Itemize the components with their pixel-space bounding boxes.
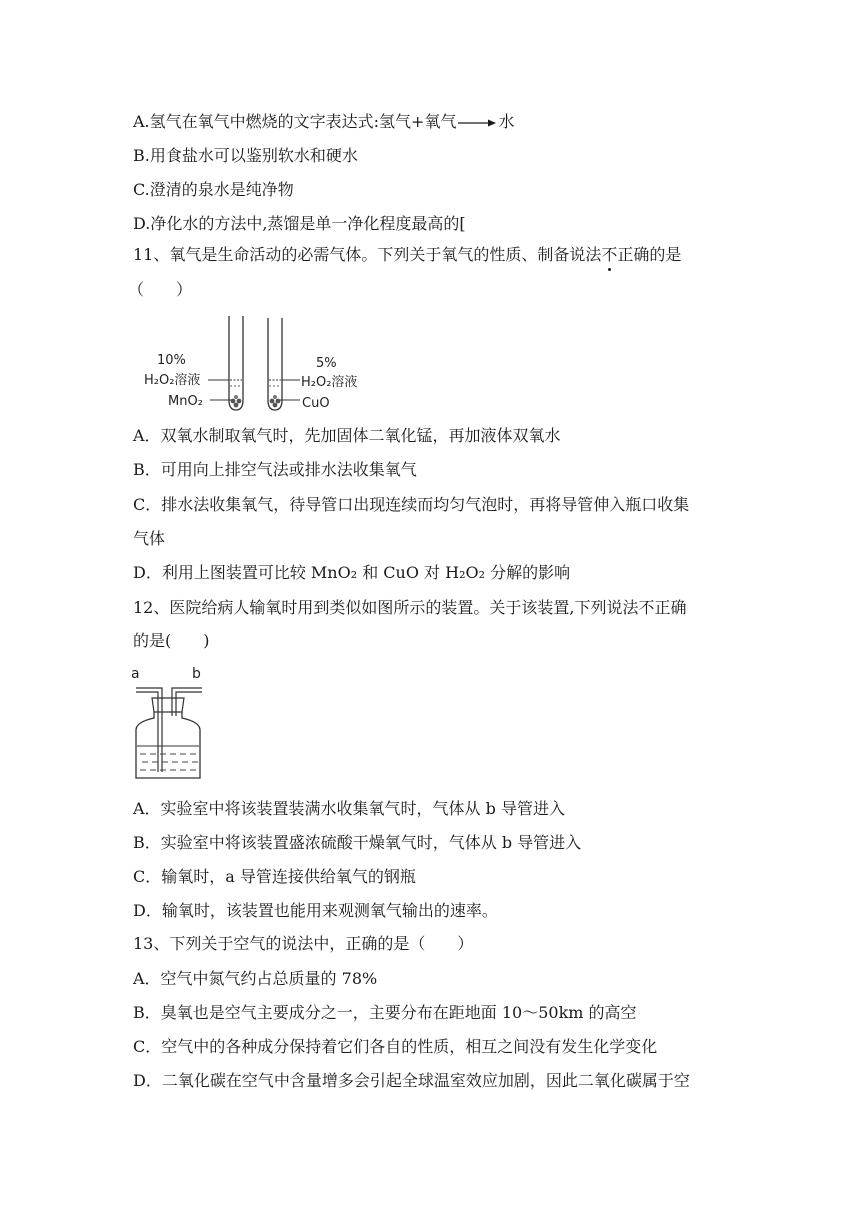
q10-option-a-text: A.氢气在氧气中燃烧的文字表达式:氢气+氧气 <box>133 112 457 131</box>
q10-option-a <box>133 111 514 133</box>
q13-stem: 13、下列关于空气的说法中，正确的是（ ） <box>133 934 474 953</box>
left-solution-label: H₂O₂溶液 <box>144 373 201 388</box>
q13-option-d: D．二氧化碳在空气中含量增多会引起全球温室效应加剧，因此二氧化碳属于空 <box>133 1071 690 1090</box>
right-solution-label: H₂O₂溶液 <box>301 375 358 390</box>
reaction-arrow-icon <box>457 117 497 129</box>
q13-option-a: A．空气中氮气约占总质量的 78% <box>133 969 378 988</box>
q10-option-c: C.澄清的泉水是纯净物 <box>133 180 294 199</box>
q11-option-c-line1: C．排水法收集氧气，待导管口出现连续而均匀气泡时，再将导管伸入瓶口收集 <box>133 495 690 514</box>
q11-option-c-line2: 气体 <box>133 529 166 548</box>
q12-stem-line1: 12、医院给病人输氧时用到类似如图所示的装置。关于该装置,下列说法不正确 <box>133 598 687 617</box>
q11-option-d: D．利用上图装置可比较 MnO₂ 和 CuO 对 H₂O₂ 分解的影响 <box>133 563 571 582</box>
right-concentration-label: 5% <box>316 356 337 371</box>
tube-b-label: b <box>192 666 201 682</box>
bottle-stopper <box>152 698 184 712</box>
q12-option-c: C．输氧时，a 导管连接供给氧气的钢瓶 <box>133 867 416 886</box>
test-tube-figure <box>140 314 370 414</box>
q11-option-a: A．双氧水制取氧气时，先加固体二氧化锰，再加液体双氧水 <box>133 426 561 445</box>
emphasis-dot-char: 不 <box>601 245 618 264</box>
q13-option-b: B．臭氧也是空气主要成分之一，主要分布在距地面 10～50km 的高空 <box>133 1003 637 1022</box>
q10-option-d: D.净化水的方法中,蒸馏是单一净化程度最高的[ <box>133 214 466 233</box>
q10-option-a-product: 水 <box>498 112 515 131</box>
q12-option-a: A．实验室中将该装置装满水收集氧气时，气体从 b 导管进入 <box>133 799 565 818</box>
q12-option-d: D．输氧时，该装置也能用来观测氧气输出的速率。 <box>133 901 498 920</box>
q11-stem-part2: 正确的是 <box>617 245 682 264</box>
q13-option-c: C．空气中的各种成分保持着它们各自的性质，相互之间没有发生化学变化 <box>133 1037 658 1056</box>
bottle-body <box>136 712 200 778</box>
left-concentration-label: 10% <box>157 353 186 368</box>
left-catalyst-label: MnO₂ <box>168 394 203 409</box>
tube-a-label: a <box>131 666 140 682</box>
right-catalyst-label: CuO <box>302 396 330 411</box>
q11-option-b: B．可用向上排空气法或排水法收集氧气 <box>133 460 417 479</box>
q12-option-b: B．实验室中将该装置盛浓硫酸干燥氧气时，气体从 b 导管进入 <box>133 833 582 852</box>
gas-washing-bottle-figure <box>128 662 210 784</box>
q10-option-b: B.用食盐水可以鉴别软水和硬水 <box>133 146 358 165</box>
q11-stem-part1: 11、氧气是生命活动的必需气体。下列关于氧气的性质、制备说法 <box>133 245 602 264</box>
q11-answer-paren: （ ） <box>128 280 193 299</box>
q11-stem <box>133 244 681 266</box>
q12-stem-line2: 的是( ) <box>133 631 210 650</box>
